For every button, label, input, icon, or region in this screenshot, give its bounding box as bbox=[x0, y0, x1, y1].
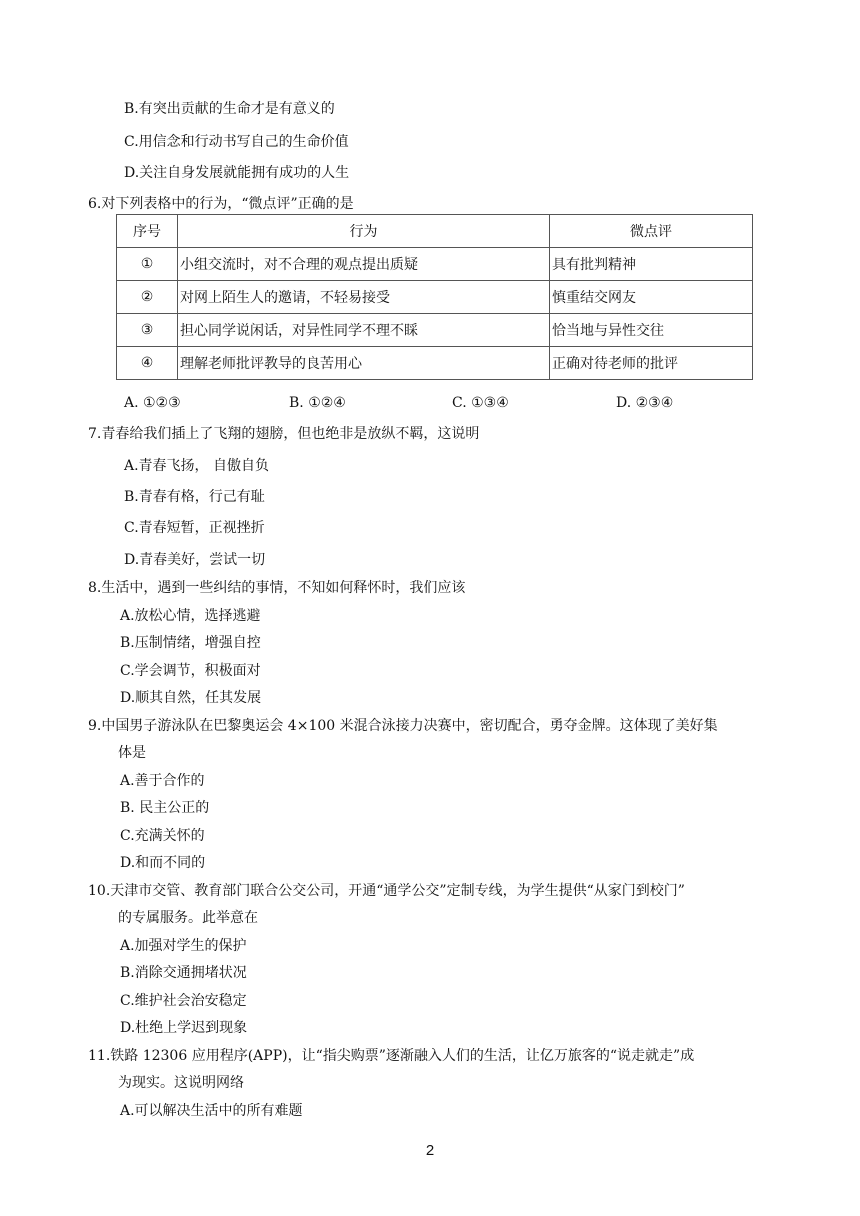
q5-option-b: B.有突出贡献的生命才是有意义的 bbox=[124, 101, 335, 117]
row-behavior: 小组交流时，对不合理的观点提出质疑 bbox=[178, 248, 550, 281]
table-header-comment: 微点评 bbox=[550, 215, 753, 248]
q8-stem: 8.生活中，遇到一些纠结的事情，不知如何释怀时，我们应该 bbox=[88, 580, 466, 596]
table-header-behavior: 行为 bbox=[178, 215, 550, 248]
q7-option-b: B.青春有格，行己有耻 bbox=[124, 489, 265, 505]
q9-option-b: B. 民主公正的 bbox=[120, 800, 210, 816]
q10-stem-line2: 的专属服务。此举意在 bbox=[118, 910, 258, 926]
row-number: ② bbox=[117, 281, 178, 314]
page-number: 2 bbox=[425, 1142, 435, 1159]
q6-answer-c: C. ①③④ bbox=[452, 395, 509, 411]
q5-option-d: D.关注自身发展就能拥有成功的人生 bbox=[124, 165, 350, 181]
q8-option-a: A.放松心情，选择逃避 bbox=[120, 608, 261, 624]
q7-option-d: D.青春美好，尝试一切 bbox=[124, 552, 266, 568]
row-behavior: 理解老师批评教导的良苦用心 bbox=[178, 347, 550, 380]
row-comment: 恰当地与异性交往 bbox=[550, 314, 753, 347]
table-header-row bbox=[117, 215, 753, 248]
q7-option-a: A.青春飞扬， 自傲自负 bbox=[124, 458, 270, 474]
row-number: ④ bbox=[117, 347, 178, 380]
q10-stem-line1: 10.天津市交管、教育部门联合公交公司，开通“通学公交”定制专线，为学生提供“从家门到校门” bbox=[88, 883, 685, 899]
row-number: ③ bbox=[117, 314, 178, 347]
q10-option-d: D.杜绝上学迟到现象 bbox=[120, 1020, 248, 1036]
q8-option-d: D.顺其自然，任其发展 bbox=[120, 690, 262, 706]
q9-stem-line2: 体是 bbox=[118, 745, 146, 761]
row-comment: 正确对待老师的批评 bbox=[550, 347, 753, 380]
q10-option-a: A.加强对学生的保护 bbox=[120, 938, 247, 954]
table-row bbox=[117, 248, 753, 281]
table-row bbox=[117, 314, 753, 347]
q6-answer-d: D. ②③④ bbox=[616, 395, 674, 411]
q6-table bbox=[116, 214, 753, 380]
q9-option-c: C.充满关怀的 bbox=[120, 828, 205, 844]
row-behavior: 担心同学说闲话，对异性同学不理不睬 bbox=[178, 314, 550, 347]
row-number: ① bbox=[117, 248, 178, 281]
row-comment: 慎重结交网友 bbox=[550, 281, 753, 314]
q6-answer-b: B. ①②④ bbox=[289, 395, 346, 411]
q11-stem-line2: 为现实。这说明网络 bbox=[118, 1075, 244, 1091]
q6-answer-a: A. ①②③ bbox=[124, 395, 181, 411]
q8-option-b: B.压制情绪，增强自控 bbox=[120, 635, 261, 651]
q10-option-c: C.维护社会治安稳定 bbox=[120, 993, 247, 1009]
table-row bbox=[117, 347, 753, 380]
q11-stem-line1: 11.铁路 12306 应用程序(APP)，让“指尖购票”逐渐融入人们的生活，让亿万旅客的“说走就走”成 bbox=[88, 1048, 695, 1064]
table-header-no: 序号 bbox=[117, 215, 178, 248]
q5-option-c: C.用信念和行动书写自己的生命价值 bbox=[124, 134, 349, 150]
q10-option-b: B.消除交通拥堵状况 bbox=[120, 965, 247, 981]
table-row bbox=[117, 281, 753, 314]
row-behavior: 对网上陌生人的邀请，不轻易接受 bbox=[178, 281, 550, 314]
q9-option-d: D.和而不同的 bbox=[120, 855, 206, 871]
row-comment: 具有批判精神 bbox=[550, 248, 753, 281]
q7-option-c: C.青春短暂，正视挫折 bbox=[124, 520, 265, 536]
q11-option-a: A.可以解决生活中的所有难题 bbox=[120, 1103, 303, 1119]
q8-option-c: C.学会调节，积极面对 bbox=[120, 663, 261, 679]
q9-stem-line1: 9.中国男子游泳队在巴黎奥运会 4×100 米混合泳接力决赛中，密切配合，勇夺金牌。这体现了美好集 bbox=[88, 718, 718, 734]
q6-stem: 6.对下列表格中的行为，“微点评”正确的是 bbox=[88, 196, 354, 212]
q9-option-a: A.善于合作的 bbox=[120, 773, 205, 789]
q7-stem: 7.青春给我们插上了飞翔的翅膀，但也绝非是放纵不羁，这说明 bbox=[88, 426, 480, 442]
